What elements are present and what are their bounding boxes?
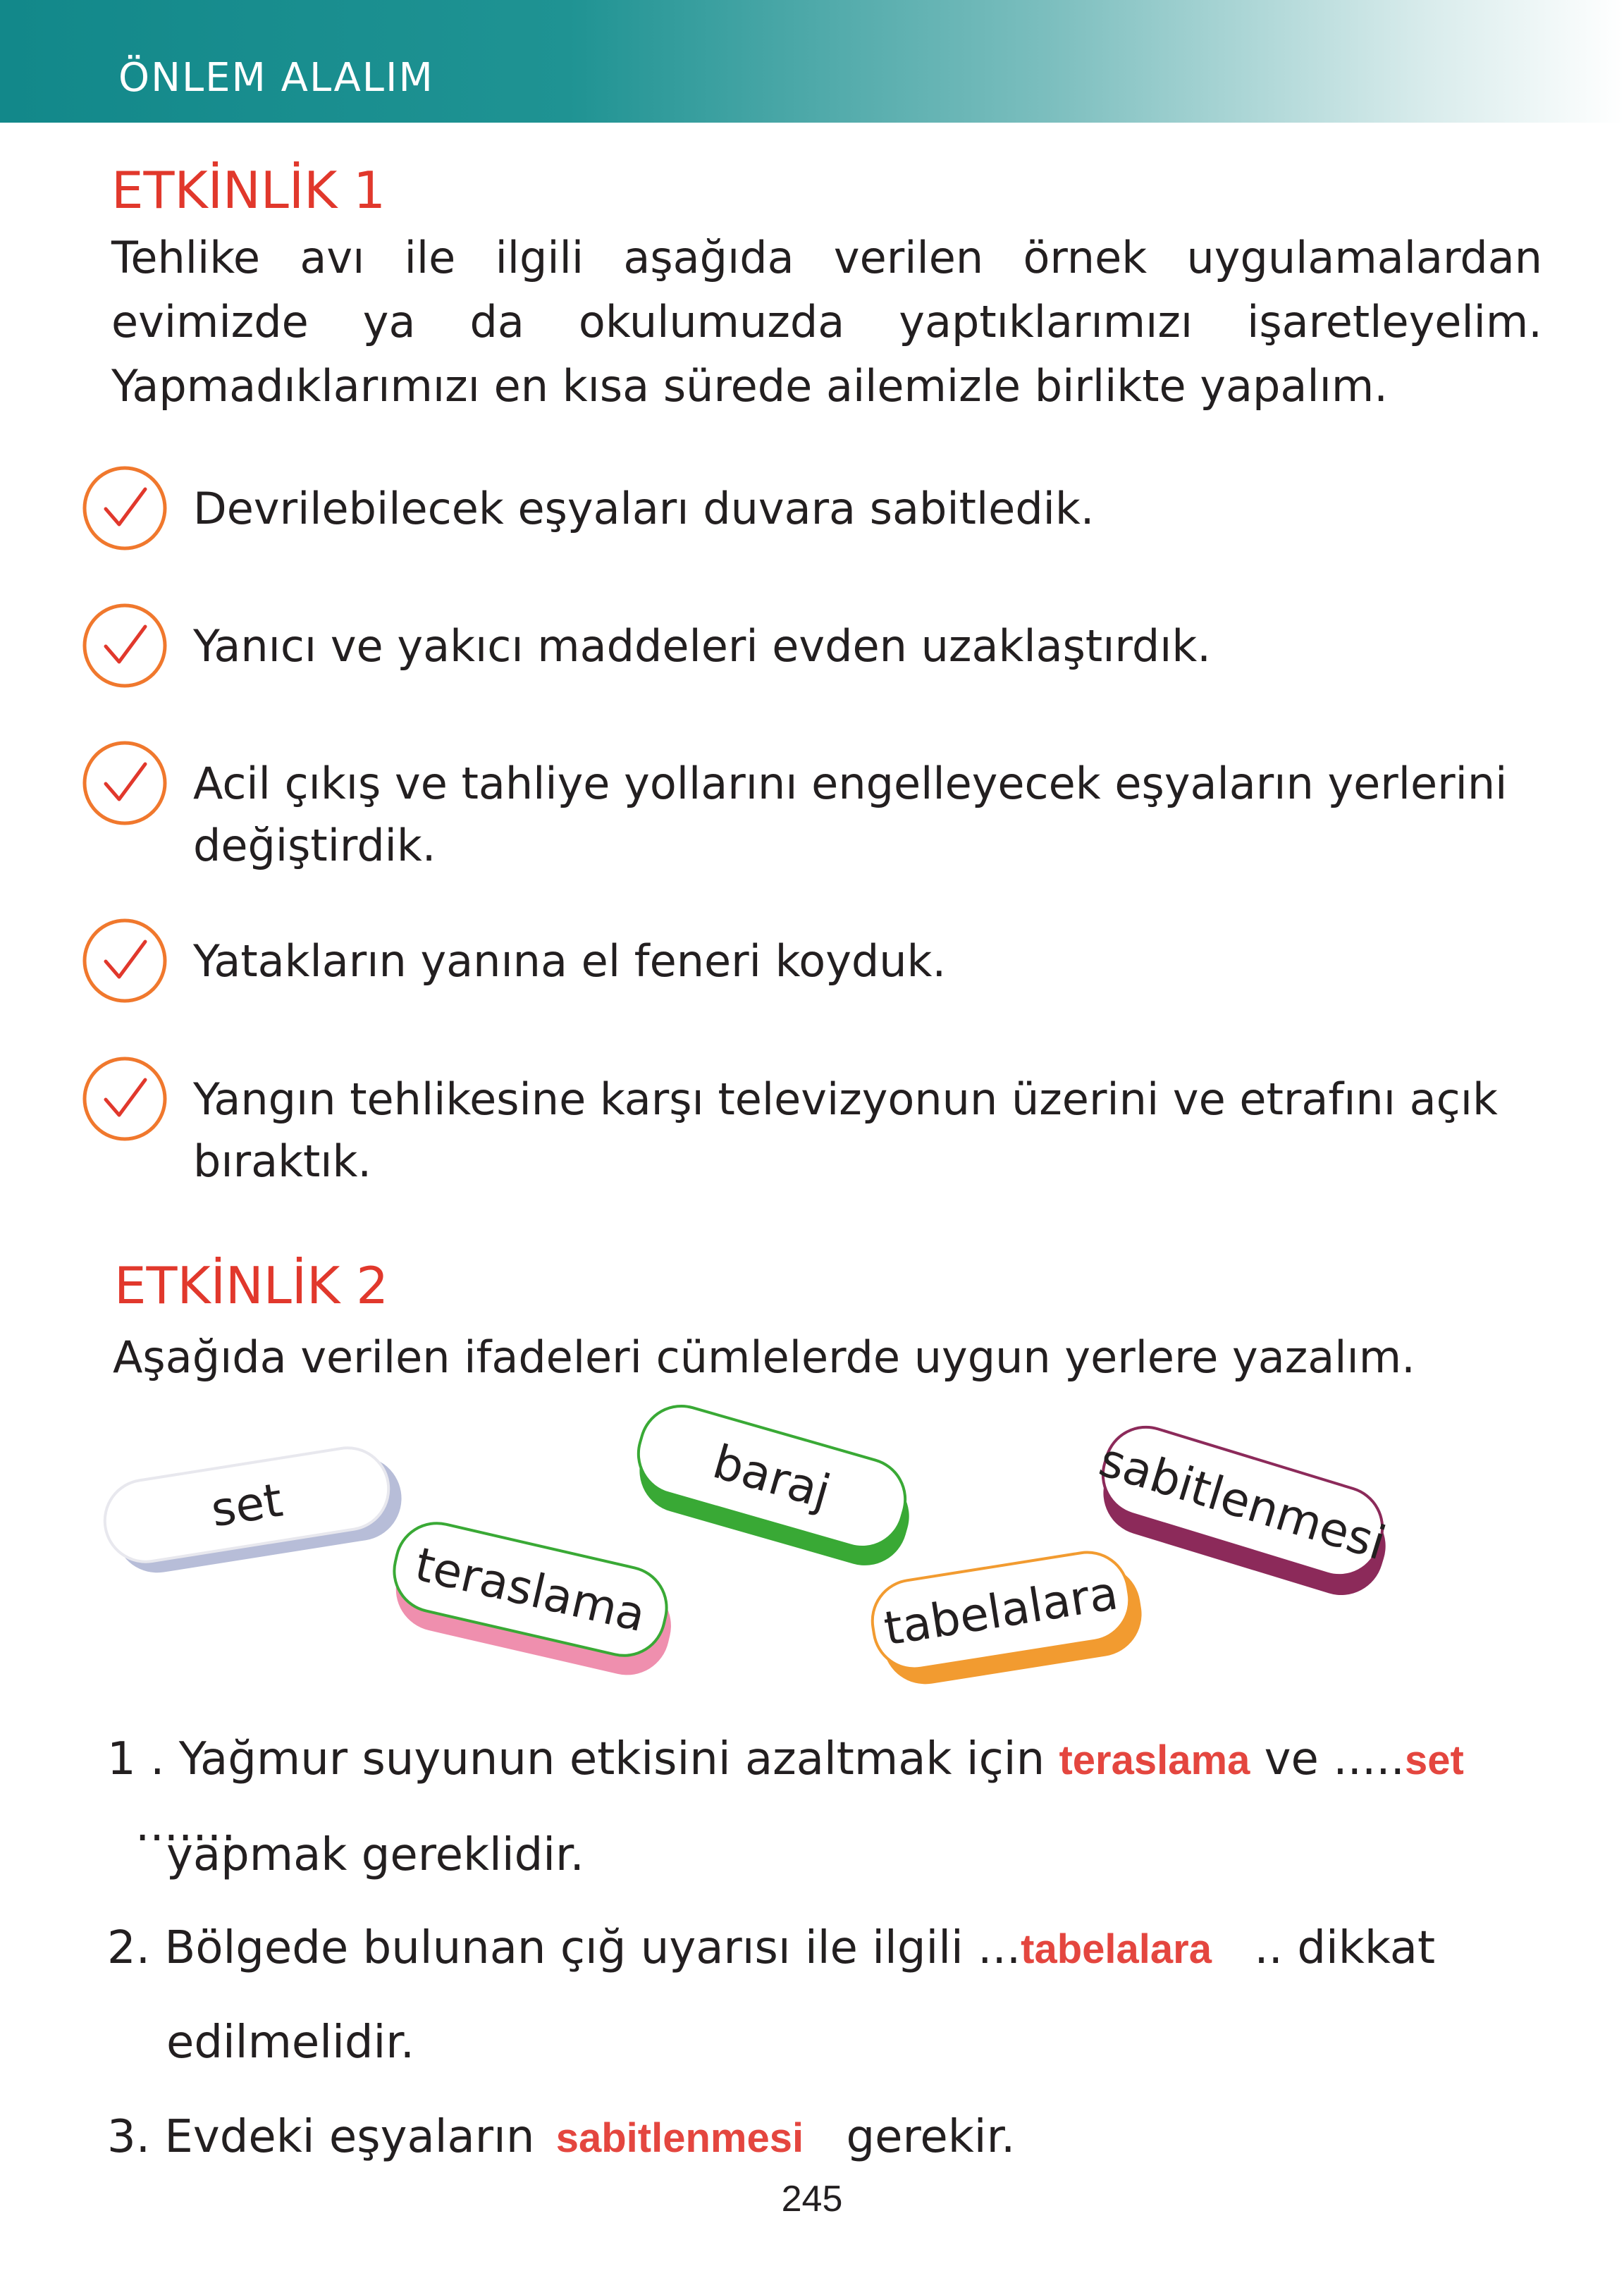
checked-circle-icon[interactable] <box>82 465 168 551</box>
check-item-text: Yangın tehlikesine karşı televizyonun üzerini ve etrafını açık bıraktık. <box>193 1073 1498 1187</box>
sentence-text: Bölgede bulunan çığ uyarısı ile ilgili ... <box>164 1922 1021 1974</box>
activity1-intro: Tehlike avı ile ilgili aşağıda verilen örnek uygulamalardan evimizde ya da okulumuzda yaptıklarımızı işaretleyelim. Yapmadıklarımızı en kısa sürede ailemizle birlikte yapalım. <box>111 232 1542 412</box>
sentence-text: .. dikkat <box>1254 1922 1436 1974</box>
activity1-title: ETKİNLİK 1 <box>111 161 386 220</box>
check-item-text: Devrilebilecek eşyaları duvara sabitledik. <box>193 483 1095 534</box>
checked-circle-icon[interactable] <box>82 1056 168 1142</box>
sentence-2-line2: edilmelidir. <box>166 2017 415 2069</box>
checked-circle-icon[interactable] <box>82 740 168 826</box>
sentence-2 <box>107 1916 1559 1982</box>
checked-circle-icon[interactable] <box>82 918 168 1004</box>
checked-circle-icon[interactable] <box>82 603 168 689</box>
tag-label: tabelalara <box>865 1545 1137 1676</box>
word-tag-tabelalara[interactable] <box>865 1545 1137 1676</box>
activity2-instruction: Aşağıda verilen ifadeleri cümlelerde uygun yerlere yazalım. <box>113 1331 1415 1383</box>
check-item-text: Acil çıkış ve tahliye yollarını engelleyecek eşyaların yerlerini değiştirdik. <box>193 758 1508 871</box>
sentence-text: Evdeki eşyaların <box>164 2111 535 2163</box>
check-item-text: Yanıcı ve yakıcı maddeleri evden uzaklaştırdık. <box>193 620 1212 672</box>
tag-label: set <box>97 1441 396 1570</box>
page-number: 245 <box>781 2179 843 2220</box>
word-tag-baraj[interactable] <box>627 1395 917 1558</box>
header-banner <box>0 0 1624 123</box>
tag-label: sabitlenmesi <box>1091 1415 1394 1587</box>
sentence-3 <box>107 2105 1559 2171</box>
tag-label: teraslama <box>384 1513 676 1666</box>
sentence-text: Yağmur suyunun etkisini azaltmak için <box>178 1733 1045 1785</box>
sentence-text: ve ..... <box>1264 1733 1405 1785</box>
answer-sabitlenmesi[interactable]: sabitlenmesi <box>555 2115 804 2161</box>
word-tag-set[interactable] <box>97 1441 396 1570</box>
sentence-number: 1 . <box>107 1733 165 1785</box>
check-item-text: Yatakların yanına el feneri koyduk. <box>193 935 947 987</box>
activity2-title: ETKİNLİK 2 <box>114 1256 389 1315</box>
tag-label: baraj <box>627 1395 917 1558</box>
word-tag-teraslama[interactable] <box>384 1513 676 1666</box>
word-tag-sabitlenmesi[interactable] <box>1091 1415 1394 1587</box>
answer-tabelalara[interactable]: tabelalara <box>1021 1926 1212 1972</box>
sentence-text: gerekir. <box>846 2111 1016 2163</box>
word-tags <box>0 1396 1624 1699</box>
answer-teraslama[interactable]: teraslama <box>1059 1737 1250 1783</box>
sentence-number: 3. <box>107 2111 151 2163</box>
sentence-1-line2: yapmak gereklidir. <box>166 1829 584 1881</box>
answer-set[interactable]: set <box>1404 1737 1464 1783</box>
blank-dots: ....... <box>135 1799 236 1852</box>
sentence-number: 2. <box>107 1922 151 1974</box>
section-header-title: ÖNLEM ALALIM <box>118 55 434 101</box>
